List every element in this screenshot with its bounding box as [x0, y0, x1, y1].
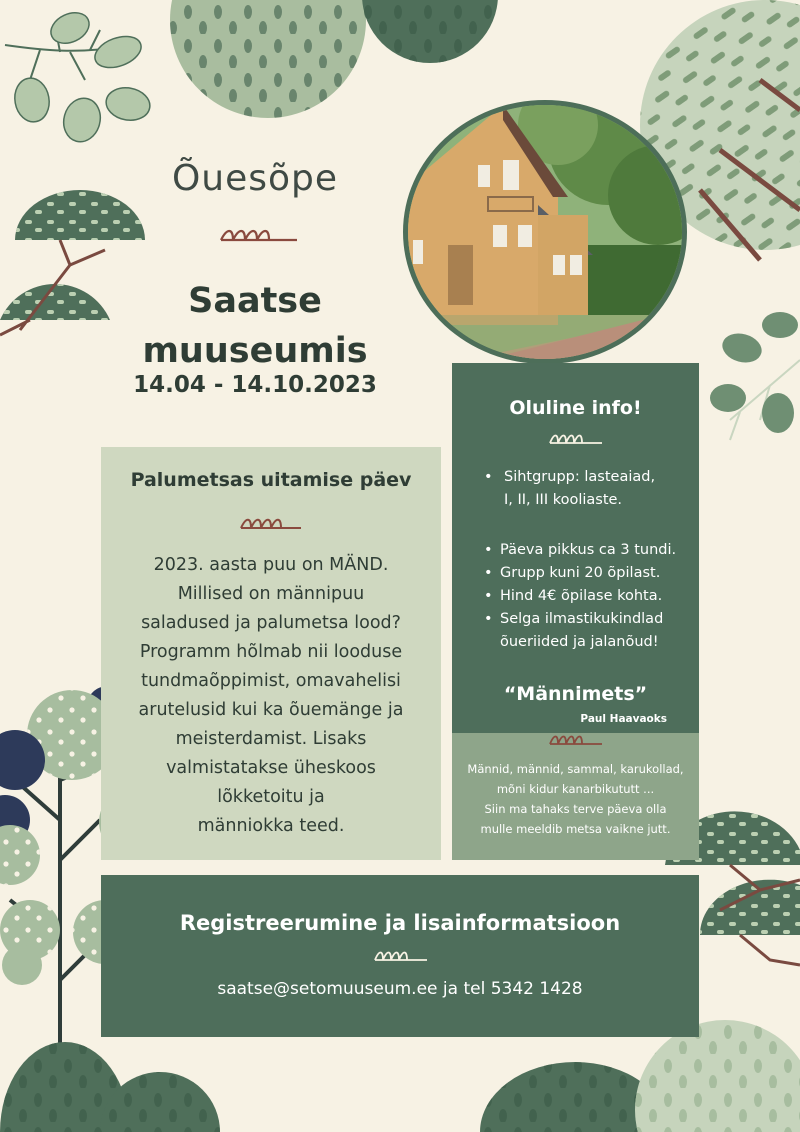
program-line: arutelusid kui ka õuemänge ja [138, 700, 404, 720]
info-box [452, 363, 699, 733]
program-title: Palumetsas uitamise päev [130, 469, 412, 491]
info-item: • Grupp kuni 20 õpilast. [480, 562, 695, 585]
date-range: 14.04 - 14.10.2023 [133, 372, 377, 398]
squiggle-divider-icon [373, 950, 429, 963]
info-item: • Hind 4€ õpilase kohta. [480, 585, 695, 608]
program-line: valmistatakse üheskoos [166, 758, 376, 778]
program-box [101, 447, 441, 860]
program-description [123, 551, 419, 841]
info-list-target-group [480, 466, 695, 512]
program-line: lõkketoitu ja [217, 787, 325, 807]
program-line: Programm hõlmab nii looduse [139, 642, 403, 662]
registration-title: Registreerumine ja lisainformatsioon [179, 911, 621, 935]
squiggle-divider-icon [219, 228, 299, 244]
program-line: tundmaõppimist, omavahelisi [141, 671, 401, 691]
subtitle-line-2: muuseumis [142, 331, 368, 371]
museum-photo [403, 100, 687, 364]
page-subtitle [110, 276, 400, 376]
contact-info[interactable]: saatse@setomuuseum.ee ja tel 5342 1428 [217, 979, 583, 999]
poem-text [452, 759, 699, 839]
info-item-target-group: • Sihtgrupp: lasteaiad, I, II, III kooliaste. [480, 466, 695, 512]
subtitle-line-1: Saatse [188, 281, 322, 321]
page-title: Õuesõpe [171, 158, 339, 199]
poem-line: mõni kidur kanarbikututt ... [496, 782, 655, 796]
poem-line: mulle meeldib metsa vaikne jutt. [480, 822, 671, 836]
program-line: saladused ja palumetsa lood? [141, 613, 401, 633]
info-item-clothing: • Selga ilmastikukindlad õueriided ja jalanõud! [480, 608, 695, 654]
info-list-details [480, 539, 695, 654]
program-line: meisterdamist. Lisaks [175, 729, 367, 749]
poem-title: “Männimets” [503, 683, 648, 705]
squiggle-divider-icon [548, 433, 604, 446]
poem-line: Siin ma tahaks terve päeva olla [484, 802, 667, 816]
registration-box [101, 875, 699, 1037]
program-line: Millised on männipuu [177, 584, 365, 604]
squiggle-divider-icon [239, 517, 303, 531]
poem-box [452, 733, 699, 860]
program-line: 2023. aasta puu on MÄND. [153, 555, 389, 575]
info-title: Oluline info! [509, 397, 642, 419]
squiggle-divider-icon [548, 734, 604, 747]
poem-line: Männid, männid, sammal, karukollad, [467, 762, 684, 776]
museum-building-image [408, 105, 682, 359]
program-line: männiokka teed. [197, 816, 345, 836]
poem-author: Paul Haavaoks [580, 713, 667, 725]
info-item: • Päeva pikkus ca 3 tundi. [480, 539, 695, 562]
